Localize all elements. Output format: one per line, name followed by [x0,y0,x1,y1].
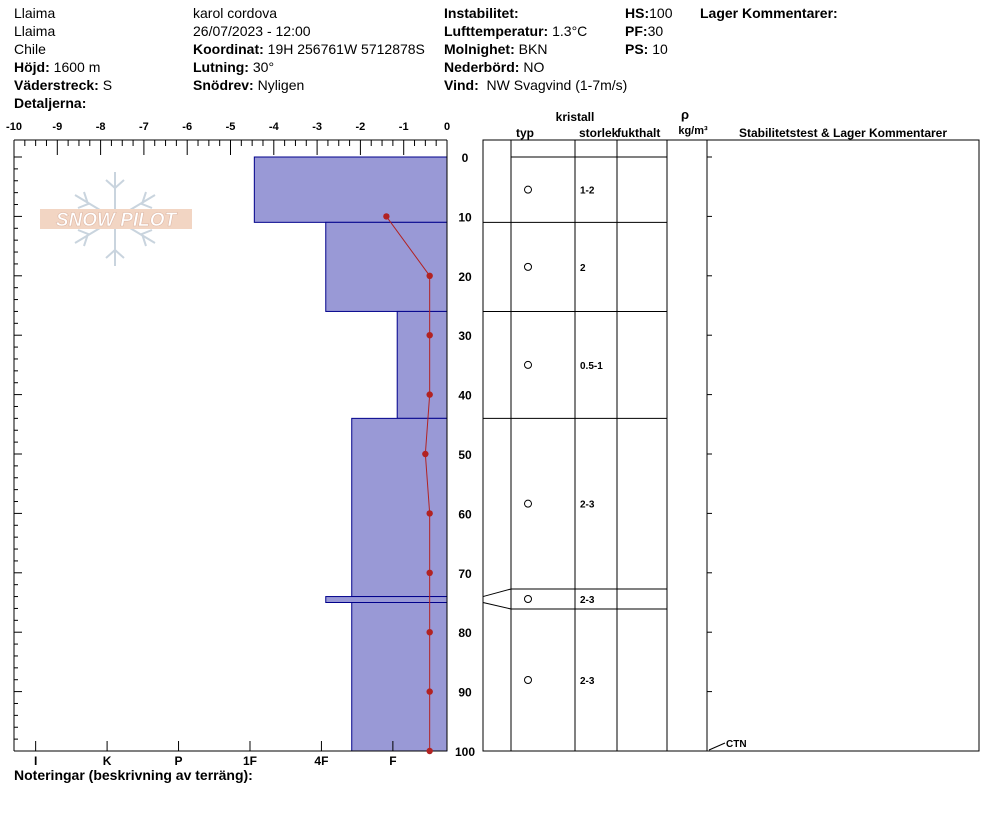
temp-tick-label: -5 [225,121,236,133]
depth-tick-label: 70 [458,566,472,581]
temp-tick-label: -1 [398,121,409,133]
temp-tick-label: -10 [6,121,22,133]
grain-type-marker-0 [525,186,532,193]
pf-value: 30 [647,23,664,39]
hardness-tick-label: I [33,754,38,768]
temperature-point-1 [426,273,432,279]
depth-tick-label: 50 [458,448,472,462]
hs-label: HS: [625,5,650,21]
grain-type-marker-4 [525,596,532,603]
grain-size-label-1: 2 [580,262,586,274]
layer-comments-label: Lager Kommentarer: [700,5,838,21]
air-temp-label: Lufttemperatur: [444,23,549,39]
wind-value: NW Svagvind (1-7m/s) [486,77,628,93]
slope-value: 30° [252,59,275,75]
ps-label: PS: [625,41,649,57]
size-header: storlek [579,126,619,140]
depth-tick-label: 100 [454,745,476,759]
elevation-value: 1600 m [53,59,101,75]
logo-text: SNOW PILOT [55,210,177,231]
hardness-tick-label: 1F [242,754,257,768]
temp-tick-label: 0 [443,121,451,133]
layer-table [483,107,979,751]
precip-label: Nederbörd: [444,59,520,75]
depth-tick-label: 10 [458,210,472,225]
location-region: Llaima [14,23,56,39]
temp-tick-label: -7 [139,121,149,133]
depth-tick-label: 40 [458,388,472,403]
temp-tick-label: -8 [95,121,106,133]
grain-size-label-5: 2-3 [580,676,595,687]
hardness-bar-3 [352,418,447,596]
temp-tick-label: -9 [52,121,63,133]
hardness-tick-label: P [174,754,183,768]
depth-tick-label: 30 [458,329,472,344]
type-header: typ [516,126,534,140]
precip-value: NO [523,59,545,75]
hardness-bar-0 [254,157,447,222]
grain-size-label-0: 1-2 [580,185,595,197]
ps-value: 10 [652,41,668,57]
drift-label: Snödrev: [193,77,254,93]
instability-label: Instabilitet: [444,5,519,21]
grain-size-label-2: 0.5-1 [580,360,603,372]
temp-tick-label: -3 [312,121,322,133]
aspect-value: S [102,77,113,93]
hardness-bar-1 [326,222,447,311]
depth-tick-label: 0 [461,151,469,165]
elevation-label: Höjd: [14,59,50,75]
coordinate-value: 19H 256761W 5712878S [267,41,425,57]
crystal-header: kristall [555,110,595,124]
coordinate-label: Koordinat: [193,41,264,57]
air-temp-value: 1.3°C [552,23,588,39]
temperature-point-8 [426,688,432,694]
grain-type-marker-5 [525,677,532,684]
drift-value: Nyligen [257,77,305,93]
temperature-point-9 [426,748,432,754]
hardness-bar-4 [326,597,447,603]
grain-size-label-4: 2-3 [580,595,595,606]
stability-test-arrow-0 [709,743,725,750]
temp-tick-label: -2 [355,121,366,133]
depth-tick-label: 20 [458,269,472,284]
table-frame [483,140,979,751]
temperature-point-2 [426,332,432,338]
temperature-point-5 [426,510,432,516]
wind-label: Vind: [444,77,479,93]
density-symbol-header: ρ [680,107,690,122]
density-unit-header: kg/m³ [678,125,708,137]
observation-datetime: 26/07/2023 - 12:00 [193,23,311,39]
temperature-point-6 [426,570,432,576]
notes-label: Noteringar (beskrivning av terräng): [14,767,253,783]
hardness-tick-label: F [389,754,397,768]
temperature-point-7 [426,629,432,635]
hardness-bar-5 [352,603,447,752]
aspect-label: Väderstreck: [14,77,99,93]
temp-tick-label: -6 [182,121,193,133]
hs-value: 100 [649,5,673,21]
temperature-point-0 [383,213,389,219]
sky-value: BKN [518,41,548,57]
sky-label: Molnighet: [444,41,515,57]
grain-type-marker-2 [525,361,532,368]
depth-tick-label: 80 [458,626,472,641]
snow-pilot-logo [40,172,192,266]
moisture-header: fukthalt [617,126,661,140]
depth-tick-label: 90 [458,685,472,700]
grain-type-marker-3 [525,500,532,507]
grain-type-marker-1 [525,263,532,270]
comments-header: Stabilitetstest & Lager Kommentarer [738,126,948,140]
stability-test-label-0: CTN [726,739,747,750]
observer-name: karol cordova [193,5,278,21]
hardness-tick-label: K [102,754,112,768]
temperature-point-4 [422,451,428,457]
location-name: Llaima [14,5,56,21]
slope-label: Lutning: [193,59,249,75]
country: Chile [14,41,46,57]
temperature-point-3 [426,391,432,397]
pf-label: PF: [625,23,648,39]
temp-tick-label: -4 [268,121,279,133]
hardness-bar-2 [397,311,447,418]
hardness-tick-label: 4F [314,754,329,768]
details-label: Detaljerna: [14,95,87,111]
depth-tick-label: 60 [458,507,472,522]
grain-size-label-3: 2-3 [580,499,595,511]
